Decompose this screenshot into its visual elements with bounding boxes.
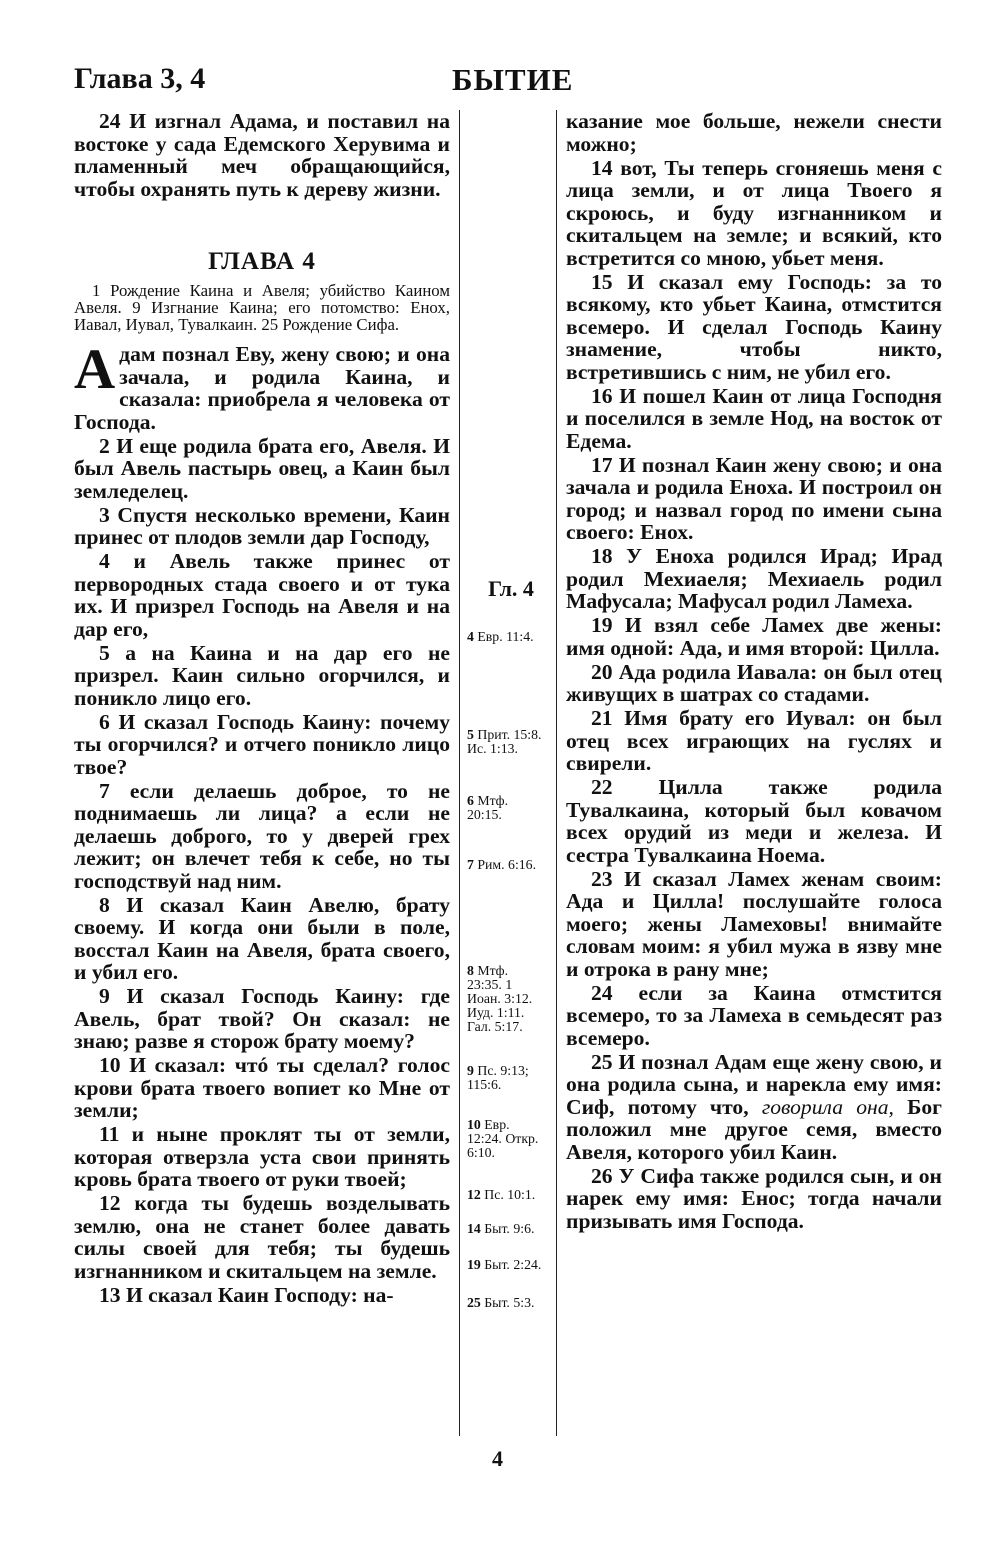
- right-column: [566, 110, 942, 1234]
- verse-4-13-end: казание мое больше, нежели снести можно;: [566, 109, 942, 156]
- book-title: БЫТИЕ: [452, 62, 574, 97]
- verse-4-21: 21 Имя брату его Иувал: он был отец всех играющих на гуслях и свирели.: [566, 706, 942, 775]
- verse-4-3: 3 Спустя несколько времени, Каин принес от плодов земли дар Господу,: [74, 502, 450, 549]
- verse-4-5: 5 а на Каина и на дар его не призрел. Каин сильно огорчился, и поникло лицо его.: [74, 640, 450, 710]
- margin-ref-8: 8 Мтф. 23:35. 1 Иоан. 3:12. Иуд. 1:11. Гал. 5:17.: [467, 963, 533, 1034]
- verse-4-12: 12 когда ты будешь возделывать землю, она не станет более давать силы своей для тебя; ты будешь изгнанником и скитальцем на земле.: [74, 1191, 450, 1283]
- verse-4-17: 17 И познал Каин жену свою; и она зачала и родила Еноха. И построил он город; и назвал город по имени сына своего: Енох.: [566, 452, 942, 544]
- verse-4-8: 8 И сказал Каин Авелю, брату своему. И когда они были в поле, восстал Каин на Авеля, брата своего, и убил его.: [74, 892, 450, 984]
- chapter-range: Глава 3, 4: [74, 62, 206, 95]
- verse-4-7: 7 если делаешь доброе, то не поднимаешь ли лица? а если не делаешь доброго, то у дверей грех лежит; он влечет тебя к себе, но ты господствуй над ним.: [74, 778, 450, 893]
- verse-4-22: 22 Цилла также родила Тувалкаина, который был ковачом всех орудий из меди и железа. И сестра Тувалкаина Ноема.: [566, 775, 942, 867]
- chapter-summary: 1 Рождение Каина и Авеля; убийство Каином Авеля. 9 Изгнание Каина; его потомство: Енох, Иавал, Иувал, Тувалкаин. 25 Рождение Сифа.: [74, 281, 450, 334]
- verse-4-13-start: 13 И сказал Каин Господу: на-: [99, 1282, 394, 1307]
- drop-cap: А: [74, 338, 116, 401]
- verse-4-4: 4 и Авель также принес от первородных стада своего и от тука их. И призрел Господь на Авеля и на дар его,: [74, 549, 450, 641]
- chapter-heading: ГЛАВА 4: [208, 248, 316, 275]
- margin-chapter-label: Гл. 4: [488, 576, 534, 601]
- italic-insertion: говорила она,: [761, 1094, 894, 1119]
- margin-ref-9: 9 Пс. 9:13; 115:6.: [467, 1063, 529, 1092]
- margin-ref-14: 14 Быт. 9:6.: [467, 1221, 535, 1236]
- verse-4-6: 6 И сказал Господь Каину: почему ты огорчился? и отчего поникло лицо твое?: [74, 709, 450, 779]
- verse-4-19: 19 И взял себе Ламех две жены: имя одной: Ада, и имя второй: Цилла.: [566, 613, 942, 660]
- margin-ref-25: 25 Быт. 5:3.: [467, 1295, 535, 1310]
- verse-4-11: 11 и ныне проклят ты от земли, которая отверзла уста свои принять кровь брата твоего от руки твоей;: [74, 1122, 450, 1191]
- verse-4-2: 2 И еще родила брата его, Авеля. И был Авель пастырь овец, а Каин был земледелец.: [74, 433, 450, 503]
- page-number: 4: [492, 1446, 503, 1471]
- verse-4-24: 24 если за Каина отмстится всемеро, то за Ламеха в семьдесят раз всемеро.: [566, 980, 942, 1050]
- verse-4-23: 23 И сказал Ламех женам своим: Ада и Цилла! послушайте голоса моего; жены Ламеховы! внимайте словам моим: я убил мужа в язву мне и отрока в рану мне;: [566, 866, 942, 981]
- verse-3-24: 24 И изгнал Адама, и поставил на востоке у сада Едемского Херувима и пламенный меч обращающийся, чтобы охранять путь к дереву жизни.: [74, 109, 450, 201]
- margin-ref-4: 4 Евр. 11:4.: [467, 629, 534, 644]
- verse-4-20: 20 Ада родила Иавала: он был отец живущих в шатрах со стадами.: [566, 659, 942, 706]
- margin-ref-10: 10 Евр. 12:24. Откр. 6:10.: [467, 1117, 539, 1160]
- verse-4-25: 25 И познал Адам еще жену свою, и она родила сына, и нарекла ему имя: Сиф, потому что, говорила она, Бог положил мне другое семя, вместо Авеля, которого убил Каин.: [566, 1049, 942, 1164]
- margin-ref-12: 12 Пс. 10:1.: [467, 1187, 536, 1202]
- verse-4-15: 15 И сказал ему Господь: за то всякому, кто убьет Каина, отмстится всемеро. И сделал Господь Каину знамение, чтобы никто, встретившись с ним, не убил его.: [566, 269, 942, 384]
- left-column: [74, 110, 450, 1308]
- margin-ref-6: 6 Мтф. 20:15.: [467, 793, 509, 822]
- verse-4-10: 10 И сказал: чтó ты сделал? голос крови брата твоего вопиет ко Мне от земли;: [74, 1053, 450, 1122]
- verse-4-1: [74, 338, 450, 434]
- margin-ref-7: 7 Рим. 6:16.: [467, 857, 537, 872]
- margin-ref-5: 5 Прит. 15:8. Ис. 1:13.: [467, 727, 542, 756]
- column-rule-right: [556, 110, 557, 1436]
- verse-4-26: 26 У Сифа также родился сын, и он нарек ему имя: Енос; тогда начали призывать имя Господа.: [566, 1163, 942, 1233]
- margin-references: [462, 0, 554, 1566]
- verse-4-18: 18 У Еноха родился Ирад; Ирад родил Мехиаеля; Мехиаель родил Мафусала; Мафусал родил Ламеха.: [566, 544, 942, 613]
- verse-4-14: 14 вот, Ты теперь сгоняешь меня с лица земли, и от лица Твоего я скроюсь, и буду изгнанником и скитальцем на земле; и всякий, кто встретится со мною, убьет меня.: [566, 155, 942, 270]
- margin-ref-19: 19 Быт. 2:24.: [467, 1257, 542, 1272]
- column-rule-left: [459, 110, 460, 1436]
- verse-4-9: 9 И сказал Господь Каину: где Авель, брат твой? Он сказал: не знаю; разве я сторож брату моему?: [74, 984, 450, 1053]
- verse-4-16: 16 И пошел Каин от лица Господня и поселился в земле Нод, на восток от Едема.: [566, 383, 942, 453]
- verse-4-1-text: дам познал Еву, жену свою; и она зачала, и родила Каина, и сказала: приобрела я человека от Господа.: [74, 342, 450, 434]
